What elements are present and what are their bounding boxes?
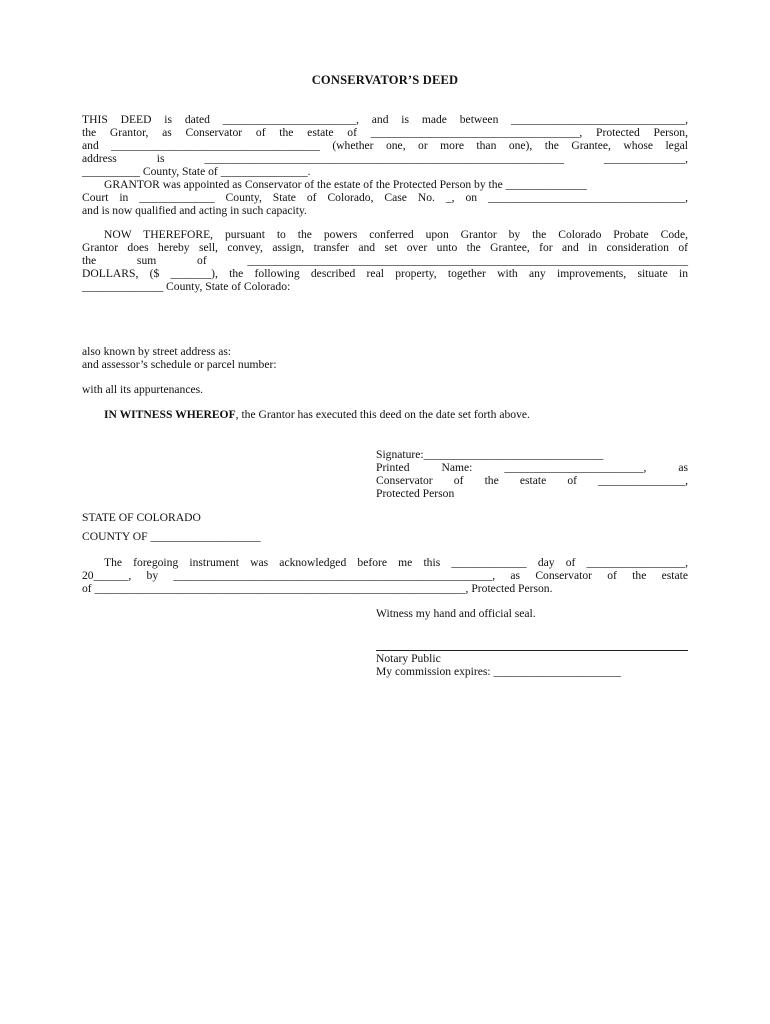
intro-line: Court in _____________ County, State of Colorado, Case No. _, on __________________________________, [82, 191, 688, 204]
now-therefore-line: Grantor does hereby sell, convey, assign, transfer and set over unto the Grantee, for and in consideration of [82, 241, 688, 254]
signature-block [376, 448, 688, 500]
protected-person-label: Protected Person [376, 487, 455, 500]
notary-signature-rule [376, 650, 688, 651]
intro-line: THIS DEED is dated _______________________, and is made between ______________________________, [82, 113, 688, 126]
notary-state: STATE OF COLORADO [82, 511, 201, 524]
intro-paragraph [82, 113, 688, 217]
witness-whereof-text: , the Grantor has executed this deed on the date set forth above. [235, 408, 530, 421]
intro-line: and is now qualified and acting in such capacity. [82, 204, 307, 217]
now-therefore-line: ______________ County, State of Colorado: [82, 280, 291, 293]
notary-block [376, 652, 688, 678]
acknowledgment-paragraph [82, 556, 688, 595]
witness-whereof-heading: IN WITNESS WHEREOF [104, 408, 236, 421]
address-lines [82, 345, 688, 371]
now-therefore-paragraph [82, 228, 688, 293]
witness-whereof-paragraph [82, 408, 688, 421]
intro-line: the Grantor, as Conservator of the estate of ____________________________________, Protected Person, [82, 126, 688, 139]
parcel-number-label: and assessor’s schedule or parcel number: [82, 358, 277, 371]
document-title: CONSERVATOR’S DEED [311, 73, 459, 87]
now-therefore-line: DOLLARS, ($ _______), the following described real property, together with any improvements, situate in [82, 267, 688, 280]
now-therefore-line: the sum of ____________________________________________________________________________ [82, 254, 688, 267]
printed-name-line: Printed Name: ________________________, as [376, 461, 688, 474]
acknowledgment-line: of ________________________________________________________________, Protected Person. [82, 582, 553, 595]
notary-county: COUNTY OF ___________________ [82, 530, 261, 543]
now-therefore-line: NOW THEREFORE, pursuant to the powers conferred upon Grantor by the Colorado Probate Code, [104, 228, 688, 241]
conservator-estate-line: Conservator of the estate of _______________, [376, 474, 688, 487]
witness-whereof-line [82, 408, 688, 421]
intro-line: and ____________________________________ (whether one, or more than one), the Grantee, whose legal [82, 139, 688, 152]
street-address-label: also known by street address as: [82, 345, 232, 358]
commission-expires-line: My commission expires: ______________________ [376, 665, 622, 678]
intro-line: __________ County, State of _______________. [82, 165, 311, 178]
intro-line: address is ______________________________________________________________ ______________, [82, 152, 688, 165]
acknowledgment-line: 20______, by _______________________________________________________, as Conservator of the estate [82, 569, 688, 582]
notary-public-label: Notary Public [376, 652, 441, 665]
appurtenances-text: with all its appurtenances. [82, 383, 204, 396]
witness-hand-text: Witness my hand and official seal. [376, 607, 536, 620]
acknowledgment-line: The foregoing instrument was acknowledged before me this _____________ day of _________________, [104, 556, 688, 569]
signature-line: Signature:_______________________________ [376, 448, 604, 461]
intro-line: GRANTOR was appointed as Conservator of the estate of the Protected Person by the ______________ [104, 178, 587, 191]
